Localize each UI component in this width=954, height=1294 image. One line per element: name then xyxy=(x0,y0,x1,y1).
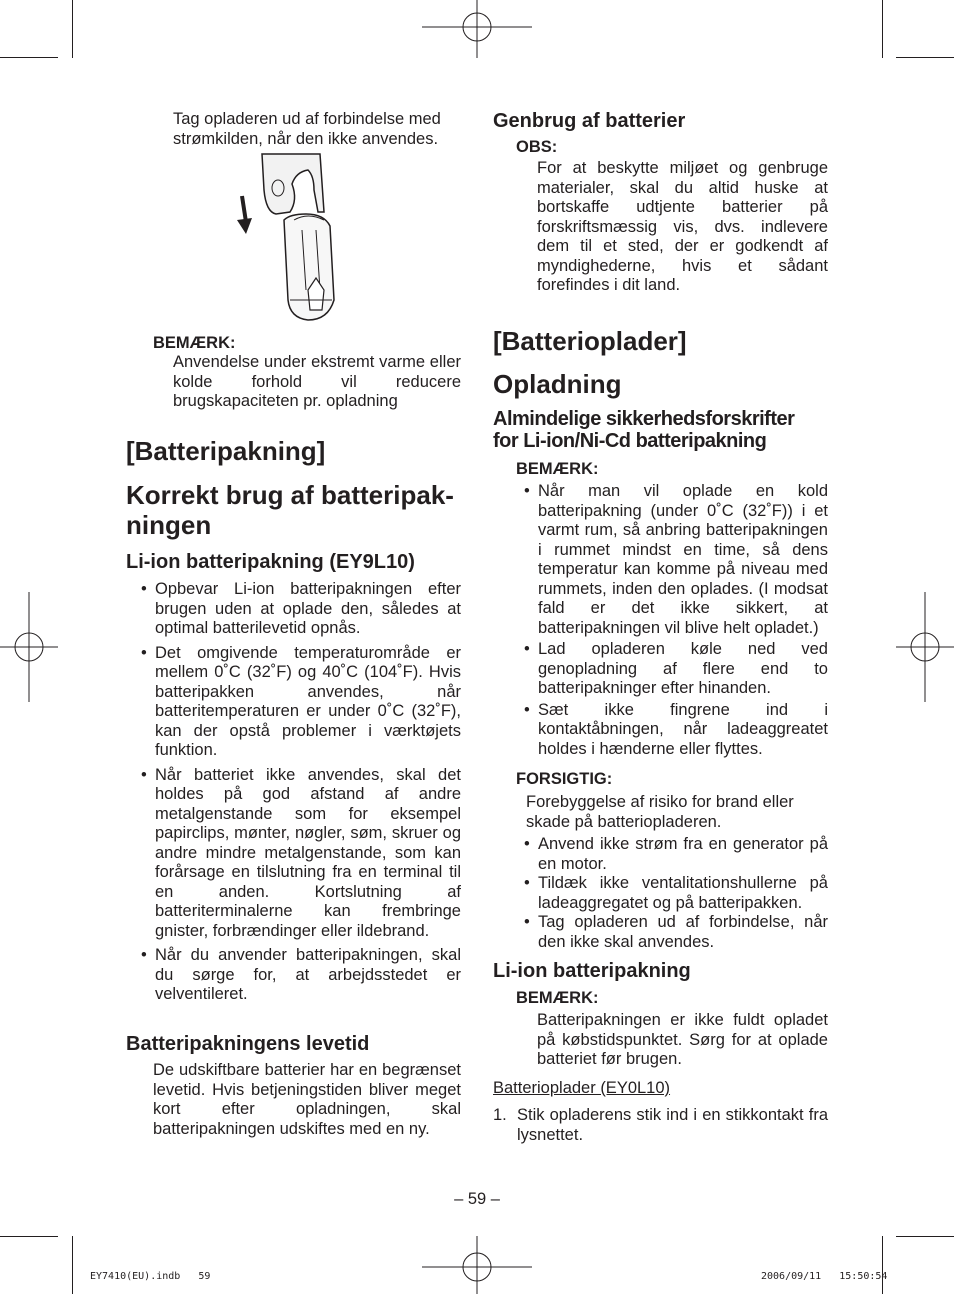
bullet-text: Sæt ikke fingrene ind i kontaktåbningen, når ladeaggreatet holdes i hænderne eller flyttes. xyxy=(538,700,828,758)
list-item: • Tildæk ikke ventalitationshullerne på ladeaggregatet og på batteripakken. xyxy=(524,874,828,912)
list-item: • Når du anvender batteripakningen, skal du sørge for, at arbejdsstedet er velventileret. xyxy=(141,946,461,1003)
step-1-number: 1. xyxy=(493,1106,507,1124)
registration-target-right xyxy=(894,592,954,702)
bullet-text: Anvend ikke strøm fra en generator på en motor. xyxy=(538,835,828,873)
recycle-heading: Genbrug af batterier xyxy=(493,110,686,132)
list-item: • Opbevar Li-ion batteripakningen efter brugen uden at oplade den, således at optimal batterilevetid opnås. xyxy=(141,580,461,637)
list-item: • Det omgivende temperaturområde er mellem 0˚C (32˚F) og 40˚C (104˚F). Hvis batteripakken anvendes, når batteritemperaturen er under 0˚C (32˚F), kan der opstå problemer i værktøjets funktion. xyxy=(141,643,461,759)
bullet-text: Opbevar Li-ion batteripakningen efter brugen uden at oplade den, således at optimal batterilevetid opnås. xyxy=(155,580,461,637)
print-file-info: EY7410(EU).indb 59 xyxy=(90,1271,211,1282)
safety-heading xyxy=(493,408,838,452)
caution-bullet-list xyxy=(524,835,828,952)
lifetime-text: De udskiftbare batterier har en begrænset levetid. Hvis betjeningstiden bliver meget kort efter opladningen, skal batteripakningen udskiftes med en ny. xyxy=(153,1061,461,1138)
lifetime-heading: Batteripakningens levetid xyxy=(126,1033,370,1055)
page-number: – 59 – xyxy=(454,1190,500,1208)
bullet-text: Det omgivende temperaturområde er mellem 0˚C (32˚F) og 40˚C (104˚F). Hvis batteripakken anvendes, når batteritemperaturen er under 0˚C (32˚F), kan der opstå problemer i værktøjets funktion. xyxy=(155,643,461,759)
liion-heading: Li-ion batteripakning (EY9L10) xyxy=(126,551,415,573)
bullet-text: Når du anvender batteripakningen, skal du sørge for, at arbejdsstedet er velventileret. xyxy=(155,946,461,1003)
safety-heading-line-1: Almindelige sikkerhedsforskrifter xyxy=(493,408,795,430)
note-bullet-list xyxy=(524,482,828,759)
print-timestamp: 2006/09/11 15:50:54 xyxy=(761,1271,888,1282)
section-title-charger: [Batterioplader] xyxy=(493,326,687,356)
registration-target-bottom xyxy=(422,1234,532,1294)
list-item: • Når man vil oplade en kold batteripakning (under 0˚C (32˚F)) i et varmt rum, så anbring batteripakningen i rummet mindst en time, så dens temperatur kan komme på niveau med rummets, inden den oplades. (I modsat fald er det ikke sikkert, at batteripakningen vil blive helt opladet.) xyxy=(524,482,828,637)
list-item: • Når batteriet ikke anvendes, skal det holdes på god afstand af andre metalgenstande som for eksempel papirclips, mønter, nøgler, søm, skruer og andre mindre metalgenstande, som kan forårsage en tilslutning fra en terminal til en anden. Kortslutning af batteriterminalerne kan frembringe gnister, forbrændinger eller ildebrand. xyxy=(141,765,461,940)
registration-target-top xyxy=(422,0,532,60)
charger-model-link[interactable]: Batterioplader (EY0L10) xyxy=(493,1079,671,1097)
list-item: • Tag opladeren ud af forbindelse, når den ikke skal anvendes. xyxy=(524,913,828,951)
obs-text: For at beskytte miljøet og genbruge materialer, skal du altid huske at bortskaffe udtjente batterier på forskriftsmæssig vis, dvs. indlevere dem til et sted, der er godkendt af myndighederne, hvis et sådant forefindes i dit land. xyxy=(537,159,828,294)
caution-label: FORSIGTIG: xyxy=(516,770,613,788)
caution-text: Forebyggelse af risiko for brand eller skade på batteriopladeren. xyxy=(526,793,794,831)
bullet-text: Når batteriet ikke anvendes, skal det holdes på god afstand af andre metalgenstande som for eksempel papirclips, mønter, nøgler, søm, skruer og andre mindre metalgenstande, som kan forårsage en tilslutning fra en terminal til en anden. Kortslutning af batteriterminalerne kan frembringe gnister, forbrændinger eller ildebrand. xyxy=(155,765,461,940)
step-1 xyxy=(493,1106,828,1145)
subtitle-line-2: ningen xyxy=(126,510,212,540)
section-title-battery-pack: [Batteripakning] xyxy=(126,436,326,466)
obs-label: OBS: xyxy=(516,138,558,156)
registration-target-left xyxy=(0,592,60,702)
step-1-text: Stik opladerens stik ind i en stikkontakt fra lysnettet. xyxy=(517,1106,828,1144)
liion-heading-right: Li-ion batteripakning xyxy=(493,960,691,982)
subtitle-correct-use xyxy=(126,480,466,540)
charging-title: Opladning xyxy=(493,369,622,399)
note-label: BEMÆRK: xyxy=(153,334,236,352)
list-item: • Anvend ikke strøm fra en generator på en motor. xyxy=(524,835,828,873)
subtitle-line-1: Korrekt brug af batteripak- xyxy=(126,480,454,510)
safety-heading-line-2: for Li-ion/Ni-Cd batteripakning xyxy=(493,430,767,452)
battery-removal-illustration xyxy=(228,150,358,330)
liion-note-label: BEMÆRK: xyxy=(516,989,599,1007)
list-item: • Lad opladeren køle ned ved genopladning af flere end to batteripakninger efter hinanden. xyxy=(524,640,828,697)
bullet-text: Når man vil oplade en kold batteripakning (under 0˚C (32˚F)) i et varmt rum, så anbring batteripakningen i rummet mindst en time, så dens temperatur kan komme på niveau med rummets, inden den oplades. (I modsat fald er det ikke sikkert, at batteripakningen vil blive helt opladet.) xyxy=(538,482,828,637)
liion-bullet-list xyxy=(141,580,461,1005)
bullet-text: Tildæk ikke ventalitationshullerne på ladeaggregatet og på batteripakken. xyxy=(538,874,828,912)
bullet-text: Tag opladeren ud af forbindelse, når den ikke skal anvendes. xyxy=(538,913,828,951)
note-text: Anvendelse under ekstremt varme eller kolde forhold vil reducere brugskapaciteten pr. opladning xyxy=(173,353,461,410)
unplug-instruction: Tag opladeren ud af forbindelse med strømkilden, når den ikke anvendes. xyxy=(173,110,441,148)
note-label-right: BEMÆRK: xyxy=(516,460,599,478)
liion-note-text: Batteripakningen er ikke fuldt opladet på købstidspunktet. Sørg for at oplade batteriet før brugen. xyxy=(537,1011,828,1068)
list-item: • Sæt ikke fingrene ind i kontaktåbningen, når ladeaggreatet holdes i hænderne eller flyttes. xyxy=(524,700,828,758)
bullet-text: Lad opladeren køle ned ved genopladning af flere end to batteripakninger efter hinanden. xyxy=(538,640,828,697)
